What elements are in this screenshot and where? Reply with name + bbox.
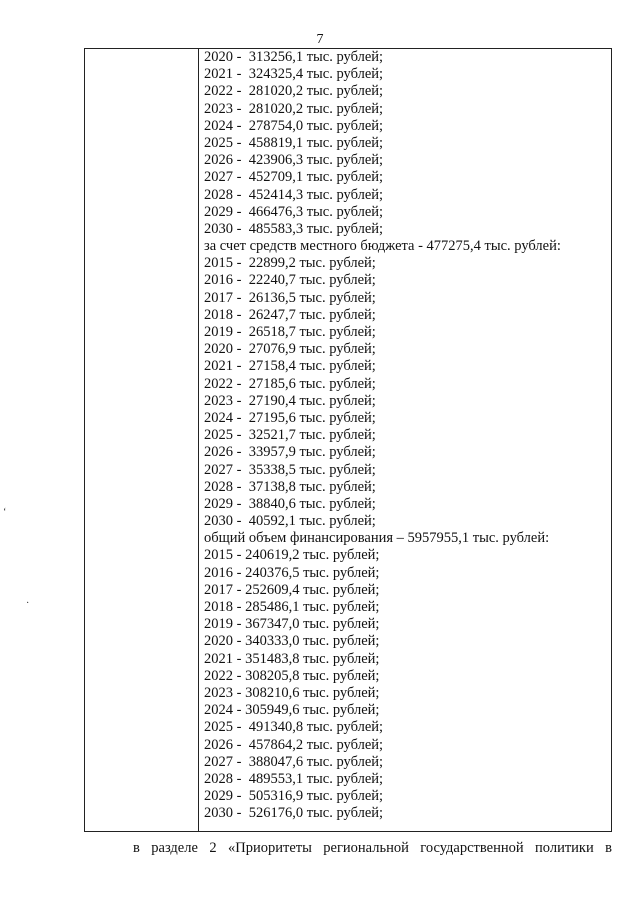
scan-dot: ·: [26, 598, 30, 609]
funding-line: 2020 - 313256,1 тыс. рублей;: [204, 49, 384, 65]
funding-line: 2028 - 452414,3 тыс. рублей;: [204, 186, 384, 203]
funding-line: 2023 - 308210,6 тыс. рублей;: [204, 684, 380, 701]
funding-line: 2016 - 240376,5 тыс. рублей;: [204, 564, 380, 581]
funding-line: общий объем финансирования – 5957955,1 тыс. рублей:: [204, 530, 550, 547]
funding-line: 2029 - 505316,9 тыс. рублей;: [204, 788, 384, 805]
funding-line: 2016 - 22240,7 тыс. рублей;: [204, 272, 376, 289]
funding-line: 2023 - 27190,4 тыс. рублей;: [204, 392, 376, 409]
funding-line: 2025 - 32521,7 тыс. рублей;: [204, 427, 376, 444]
funding-line: 2019 - 367347,0 тыс. рублей;: [204, 616, 380, 633]
funding-line: 2021 - 324325,4 тыс. рублей;: [204, 66, 384, 83]
page-number: 7: [316, 32, 324, 47]
program-funding-table: [84, 48, 612, 832]
funding-line: 2018 - 26247,7 тыс. рублей;: [204, 306, 376, 323]
funding-line: 2024 - 278754,0 тыс. рублей;: [204, 117, 384, 134]
table-value-cell: [199, 49, 611, 831]
funding-line: 2027 - 35338,5 тыс. рублей;: [204, 461, 376, 478]
funding-line: 2026 - 457864,2 тыс. рублей;: [204, 736, 384, 753]
funding-line: 2019 - 26518,7 тыс. рублей;: [204, 324, 376, 340]
funding-line: 2030 - 40592,1 тыс. рублей;: [204, 513, 376, 530]
funding-line: 2025 - 491340,8 тыс. рублей;: [204, 719, 384, 736]
scan-mark: ‘: [3, 507, 7, 518]
funding-line: 2015 - 22899,2 тыс. рублей;: [204, 255, 376, 272]
funding-line: 2028 - 489553,1 тыс. рублей;: [204, 770, 384, 787]
funding-line: 2022 - 281020,2 тыс. рублей;: [204, 83, 384, 100]
funding-line: 2015 - 240619,2 тыс. рублей;: [204, 547, 380, 564]
funding-line: 2027 - 388047,6 тыс. рублей;: [204, 753, 384, 770]
funding-line: 2018 - 285486,1 тыс. рублей;: [204, 599, 380, 615]
body-paragraph-line: в разделе 2 «Приоритеты региональной государственной политики в: [133, 840, 612, 856]
funding-line: 2023 - 281020,2 тыс. рублей;: [204, 100, 384, 117]
funding-line: 2030 - 526176,0 тыс. рублей;: [204, 805, 384, 822]
funding-line: 2022 - 27185,6 тыс. рублей;: [204, 375, 376, 392]
funding-line: 2024 - 305949,6 тыс. рублей;: [204, 702, 380, 719]
funding-line: 2022 - 308205,8 тыс. рублей;: [204, 667, 380, 684]
funding-line: 2020 - 27076,9 тыс. рублей;: [204, 341, 376, 358]
funding-line: 2017 - 252609,4 тыс. рублей;: [204, 581, 380, 598]
funding-line: 2017 - 26136,5 тыс. рублей;: [204, 289, 376, 306]
funding-line: 2027 - 452709,1 тыс. рублей;: [204, 169, 384, 186]
funding-line: 2026 - 33957,9 тыс. рублей;: [204, 444, 376, 461]
funding-line: 2029 - 466476,3 тыс. рублей;: [204, 203, 384, 220]
funding-line: 2028 - 37138,8 тыс. рублей;: [204, 478, 376, 495]
funding-line: за счет средств местного бюджета - 477275,4 тыс. рублей:: [204, 238, 561, 255]
funding-line: 2021 - 27158,4 тыс. рублей;: [204, 358, 376, 375]
funding-line: 2024 - 27195,6 тыс. рублей;: [204, 409, 376, 426]
funding-line: 2029 - 38840,6 тыс. рублей;: [204, 495, 376, 512]
table-label-cell: [85, 49, 199, 831]
funding-line: 2021 - 351483,8 тыс. рублей;: [204, 650, 380, 667]
funding-line: 2030 - 485583,3 тыс. рублей;: [204, 220, 384, 237]
funding-line: 2025 - 458819,1 тыс. рублей;: [204, 134, 384, 151]
funding-line: 2020 - 340333,0 тыс. рублей;: [204, 633, 380, 650]
funding-line: 2026 - 423906,3 тыс. рублей;: [204, 152, 384, 169]
